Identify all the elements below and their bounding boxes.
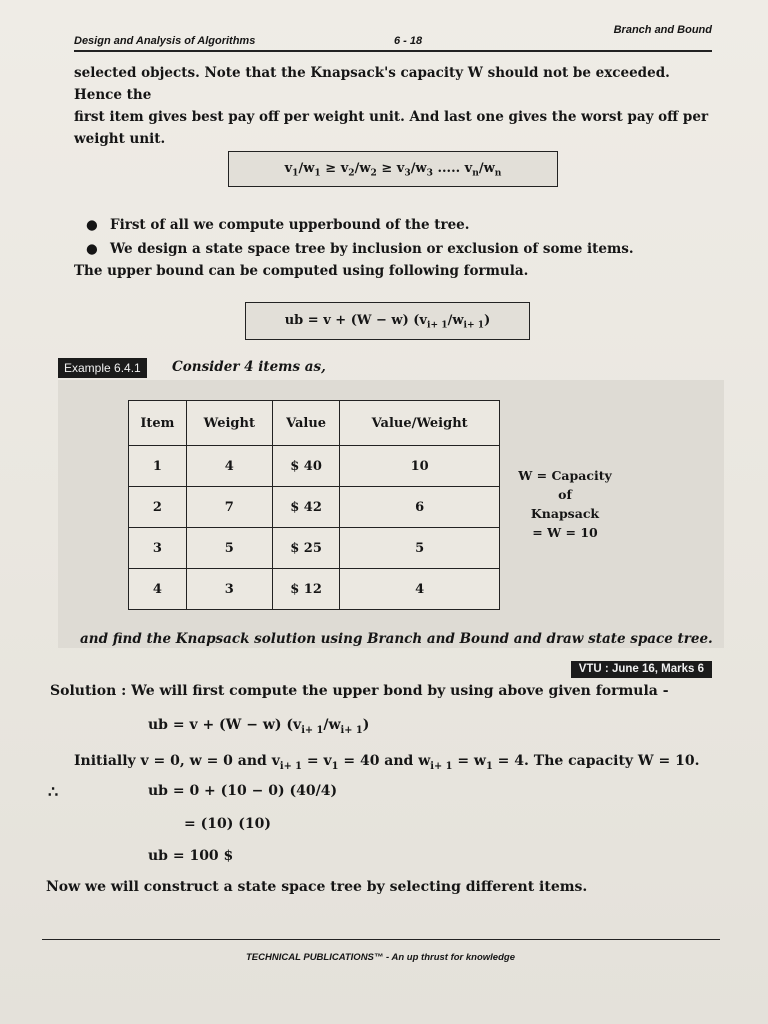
- footer-divider: [42, 939, 720, 940]
- example-label: Example 6.4.1: [58, 358, 147, 378]
- table-row: [129, 569, 500, 610]
- table-cell: $ 12: [272, 569, 339, 610]
- table-row: [129, 487, 500, 528]
- bullet-dot-icon: ●: [86, 217, 98, 233]
- table-cell: 4: [129, 569, 187, 610]
- table-header-row: [129, 401, 500, 446]
- page-header: [74, 20, 712, 52]
- chapter-title: Branch and Bound: [613, 24, 712, 36]
- column-header: Value/Weight: [340, 401, 500, 446]
- table-cell: 5: [186, 528, 272, 569]
- book-title: Design and Analysis of Algorithms: [74, 35, 256, 47]
- bullet-item: ● First of all we compute upperbound of the tree.: [86, 213, 634, 237]
- calc-result: ub = 100 $: [148, 848, 234, 864]
- column-header: Value: [272, 401, 339, 446]
- capacity-note: W = Capacity of Knapsack = W = 10: [518, 468, 612, 540]
- initial-values: Initially v = 0, w = 0 and $v_{i+ 1} = v_1 = 40$ and $w_{i+ 1} = w_1 = 4$. The capacity W = 10.: [74, 753, 700, 772]
- therefore-symbol: ∴: [48, 782, 59, 801]
- example-intro: Consider 4 items as,: [172, 359, 326, 375]
- conclusion-text: Now we will construct a state space tree by selecting different items.: [46, 879, 588, 895]
- ratio-ordering-formula: $v_1/w_1 \ge v_2/w_2 \ge v_3/w_3$ ..... $v_n/w_n$: [228, 151, 558, 187]
- table-cell: 4: [186, 446, 272, 487]
- table-row: [129, 446, 500, 487]
- exam-badge: VTU : June 16, Marks 6: [571, 661, 712, 678]
- solution-heading: Solution : We will first compute the upper bond by using above given formula -: [50, 683, 669, 699]
- table-cell: 7: [186, 487, 272, 528]
- table-cell: 6: [340, 487, 500, 528]
- intro-line: selected objects. Note that the Knapsack's capacity W should not be exceeded. Hence the: [74, 65, 670, 103]
- page-number: 6 - 18: [394, 35, 423, 47]
- table-cell: 5: [340, 528, 500, 569]
- example-task: and find the Knapsack solution using Branch and Bound and draw state space tree.: [80, 631, 713, 647]
- table-cell: $ 25: [272, 528, 339, 569]
- intro-paragraph: [74, 62, 718, 150]
- bullet-dot-icon: ●: [86, 241, 98, 257]
- table-cell: 2: [129, 487, 187, 528]
- table-row: [129, 528, 500, 569]
- table-cell: 4: [340, 569, 500, 610]
- intro-line: weight unit.: [74, 131, 166, 147]
- intro-line: first item gives best pay off per weight unit. And last one gives the worst pay off per: [74, 109, 709, 125]
- bullet-item: ● We design a state space tree by inclusion or exclusion of some items.: [86, 237, 634, 261]
- calc-step: ub = 0 + (10 − 0) (40/4): [148, 783, 338, 799]
- table-cell: $ 40: [272, 446, 339, 487]
- solution-formula: ub = v + (W − w) $(v_{i+ 1}/w_{i+ 1})$: [148, 717, 370, 736]
- items-table: [128, 400, 500, 610]
- upper-bound-intro: The upper bound can be computed using following formula.: [74, 263, 529, 279]
- column-header: Item: [129, 401, 187, 446]
- table-cell: 3: [129, 528, 187, 569]
- table-cell: $ 42: [272, 487, 339, 528]
- table-cell: 10: [340, 446, 500, 487]
- table-cell: 1: [129, 446, 187, 487]
- publisher-footer: TECHNICAL PUBLICATIONS™ - An up thrust for knowledge: [246, 952, 515, 963]
- upper-bound-formula: ub = v + (W − w) $(v_{i+ 1}/w_{i+ 1})$: [245, 302, 530, 340]
- table-cell: 3: [186, 569, 272, 610]
- bullet-list: [86, 213, 634, 261]
- column-header: Weight: [186, 401, 272, 446]
- calc-step: = (10) (10): [184, 816, 271, 832]
